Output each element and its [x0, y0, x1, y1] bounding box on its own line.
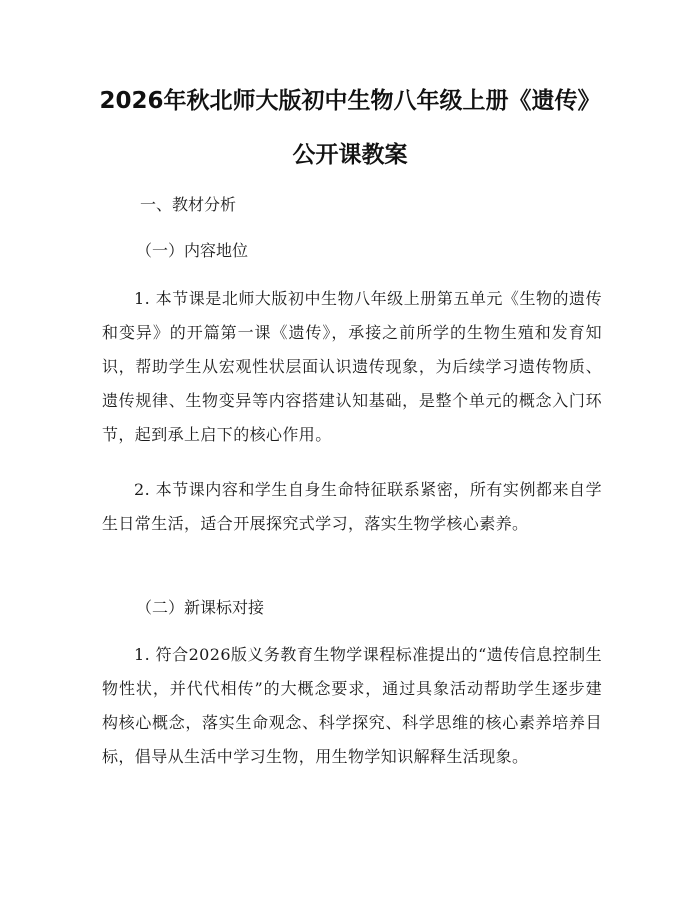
- document-title: 2026年秋北师大版初中生物八年级上册《遗传》公开课教案: [99, 88, 601, 168]
- paragraph-content-position-2: 2. 本节课内容和学生自身生命特征联系紧密，所有实例都来自学生日常生活，适合开展探究式学习，落实生物学核心素养。: [102, 480, 602, 533]
- paragraph-curriculum-1: 1. 符合2026版义务教育生物学课程标准提出的“遗传信息控制生物性状，并代代相传”的大概念要求，通过具象活动帮助学生逐步建构核心概念，落实生命观念、科学探究、科学思维的核心素养培养目标，倡导从生活中学习生物，用生物学知识解释生活现象。: [102, 645, 602, 766]
- section-heading: 一、教材分析: [140, 195, 237, 214]
- subsection-heading-curriculum: （二）新课标对接: [136, 598, 265, 617]
- paragraph-content-position-1: 1. 本节课是北师大版初中生物八年级上册第五单元《生物的遗传和变异》的开篇第一课《遗传》，承接之前所学的生物生殖和发育知识，帮助学生从宏观性状层面认识遗传现象，为后续学习遗传物质、遗传规律、生物变异等内容搭建认知基础，是整个单元的概念入门环节，起到承上启下的核心作用。: [102, 289, 602, 444]
- subsection-heading-content-position: （一）内容地位: [136, 241, 249, 260]
